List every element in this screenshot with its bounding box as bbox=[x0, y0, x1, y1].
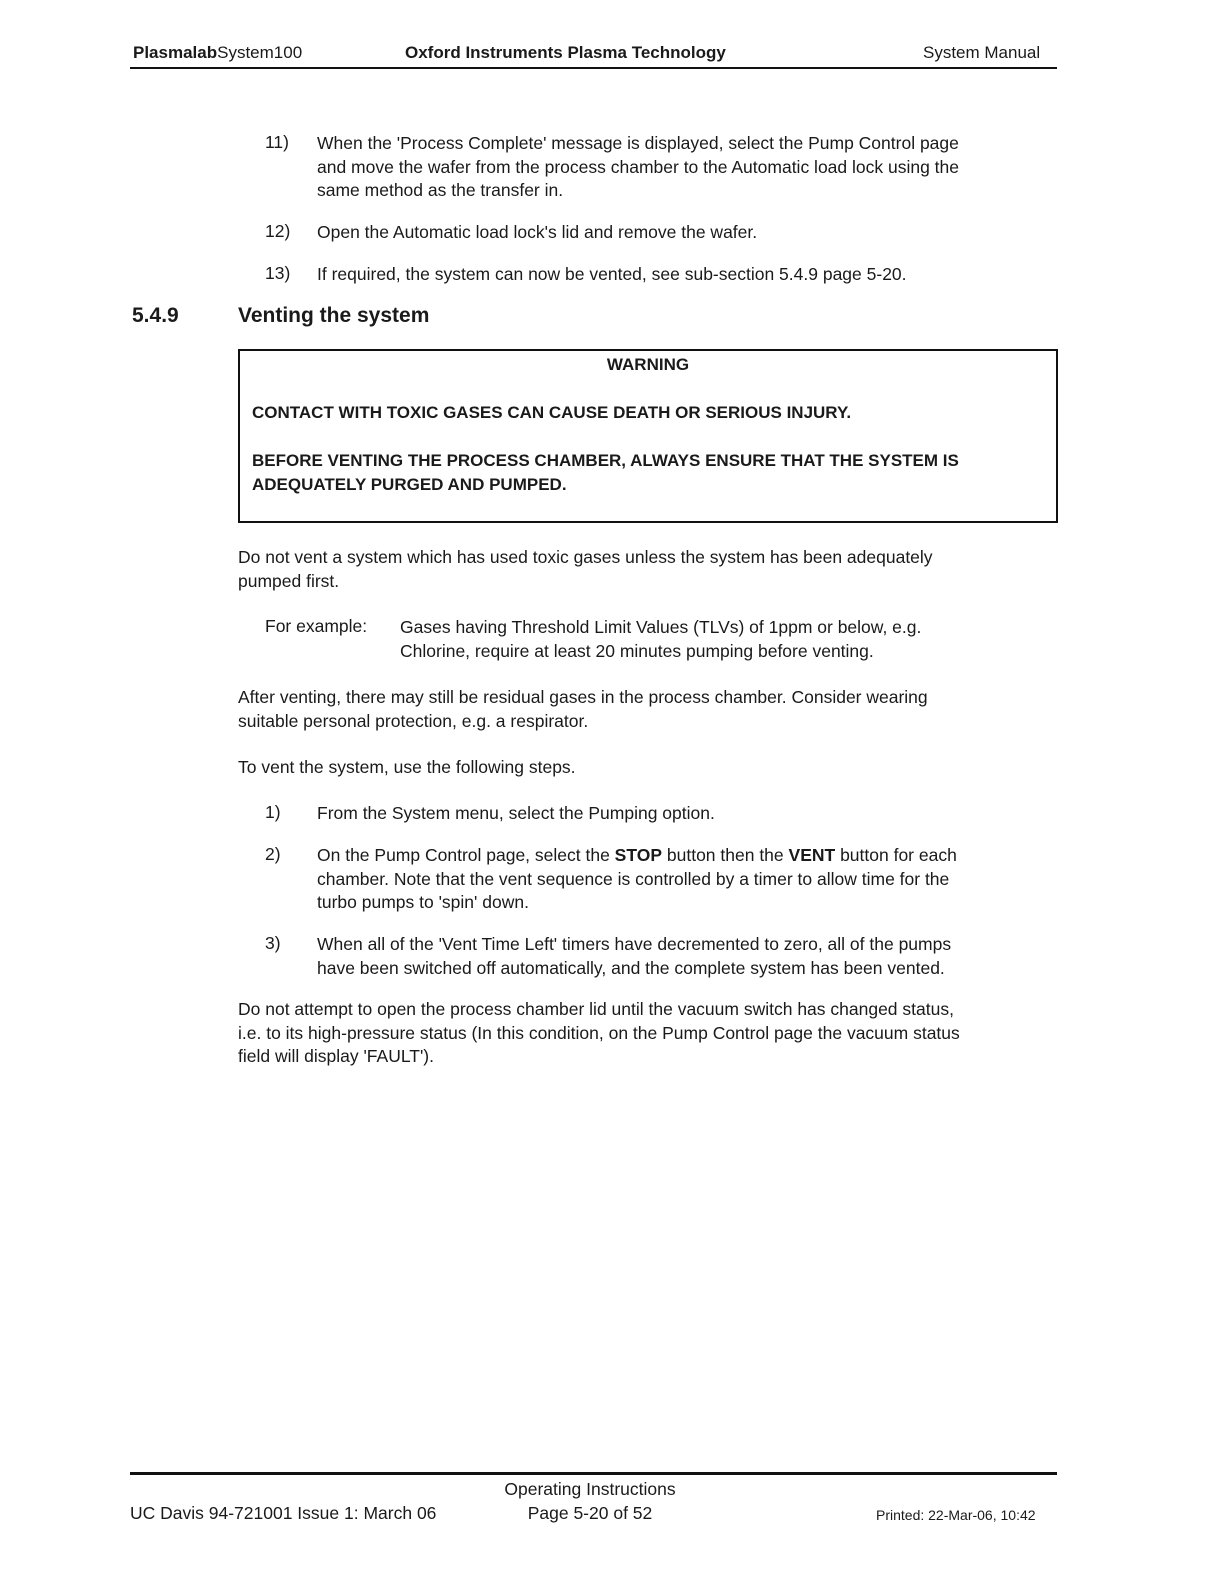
line: chamber. Note that the vent sequence is controlled by a timer to allow time for the bbox=[317, 868, 950, 889]
line: If required, the system can now be vented, see sub-section 5.4.9 page 5-20. bbox=[317, 264, 907, 284]
step-text bbox=[317, 221, 757, 245]
line: After venting, there may still be residual gases in the process chamber. Consider wearing bbox=[238, 687, 928, 707]
step-text bbox=[317, 933, 951, 980]
footer-chapter: Operating Instructions bbox=[504, 1479, 676, 1499]
section-number: 5.4.9 bbox=[132, 304, 179, 327]
warning-box bbox=[238, 349, 1058, 523]
line: Do not vent a system which has used toxic gases unless the system has been adequately bbox=[238, 547, 933, 567]
step-number: 12) bbox=[265, 221, 291, 241]
paragraph bbox=[238, 756, 576, 780]
footer-doc-id: UC Davis 94-721001 Issue 1: March 06 bbox=[130, 1503, 437, 1523]
step-text bbox=[317, 132, 959, 203]
paragraph bbox=[238, 998, 960, 1069]
text: button for each bbox=[835, 845, 957, 865]
line: and move the wafer from the process chamber to the Automatic load lock using the bbox=[317, 156, 960, 177]
text: button then the bbox=[662, 845, 789, 865]
line: When the 'Process Complete' message is displayed, select the Pump Control page bbox=[317, 133, 959, 153]
line: Do not attempt to open the process chamber lid until the vacuum switch has changed status, bbox=[238, 999, 954, 1019]
doc-title: System Manual bbox=[923, 43, 1041, 62]
product-rest: System100 bbox=[217, 43, 303, 62]
line: field will display 'FAULT'). bbox=[238, 1046, 434, 1066]
step-number: 11) bbox=[265, 132, 289, 152]
line: pumped first. bbox=[238, 570, 340, 591]
line: Open the Automatic load lock's lid and remove the wafer. bbox=[317, 222, 758, 242]
step-number: 1) bbox=[265, 802, 281, 822]
warning-line: BEFORE VENTING THE PROCESS CHAMBER, ALWAYS ENSURE THAT THE SYSTEM IS bbox=[252, 451, 959, 470]
warning-line: CONTACT WITH TOXIC GASES CAN CAUSE DEATH OR SERIOUS INJURY. bbox=[252, 403, 852, 422]
header-rule bbox=[130, 67, 1057, 69]
vent-keyword: VENT bbox=[788, 845, 836, 865]
step-text bbox=[317, 844, 957, 915]
step-text bbox=[317, 802, 715, 826]
line: To vent the system, use the following steps. bbox=[238, 757, 576, 777]
step-number: 2) bbox=[265, 844, 281, 864]
line: i.e. to its high-pressure status (In this condition, on the Pump Control page the vacuum status bbox=[238, 1022, 960, 1043]
example-text bbox=[400, 616, 921, 663]
step-number: 13) bbox=[265, 263, 291, 283]
line: From the System menu, select the Pumping option. bbox=[317, 803, 715, 823]
stop-keyword: STOP bbox=[614, 845, 663, 865]
line: Gases having Threshold Limit Values (TLVs) of 1ppm or below, e.g. bbox=[400, 617, 922, 637]
line: suitable personal protection, e.g. a respirator. bbox=[238, 710, 589, 731]
footer-rule bbox=[130, 1472, 1057, 1475]
line: turbo pumps to 'spin' down. bbox=[317, 892, 529, 912]
warning-title: WARNING bbox=[606, 355, 690, 374]
company-name: Oxford Instruments Plasma Technology bbox=[405, 43, 726, 62]
paragraph bbox=[238, 686, 928, 733]
footer-page-number: Page 5-20 of 52 bbox=[527, 1503, 653, 1523]
example-label: For example: bbox=[265, 616, 368, 636]
footer-printed-date: Printed: 22-Mar-06, 10:42 bbox=[876, 1507, 1036, 1523]
paragraph bbox=[238, 546, 933, 593]
product-name bbox=[133, 43, 302, 63]
line bbox=[317, 844, 957, 868]
product-bold: Plasmalab bbox=[133, 43, 218, 62]
line: Chlorine, require at least 20 minutes pumping before venting. bbox=[400, 640, 874, 661]
line: same method as the transfer in. bbox=[317, 180, 564, 200]
line: have been switched off automatically, and the complete system has been vented. bbox=[317, 957, 945, 978]
step-number: 3) bbox=[265, 933, 281, 953]
step-text bbox=[317, 263, 907, 287]
line: When all of the 'Vent Time Left' timers have decremented to zero, all of the pumps bbox=[317, 934, 952, 954]
section-title: Venting the system bbox=[238, 304, 430, 327]
warning-line: ADEQUATELY PURGED AND PUMPED. bbox=[252, 475, 567, 494]
text: On the Pump Control page, select the bbox=[317, 845, 615, 865]
